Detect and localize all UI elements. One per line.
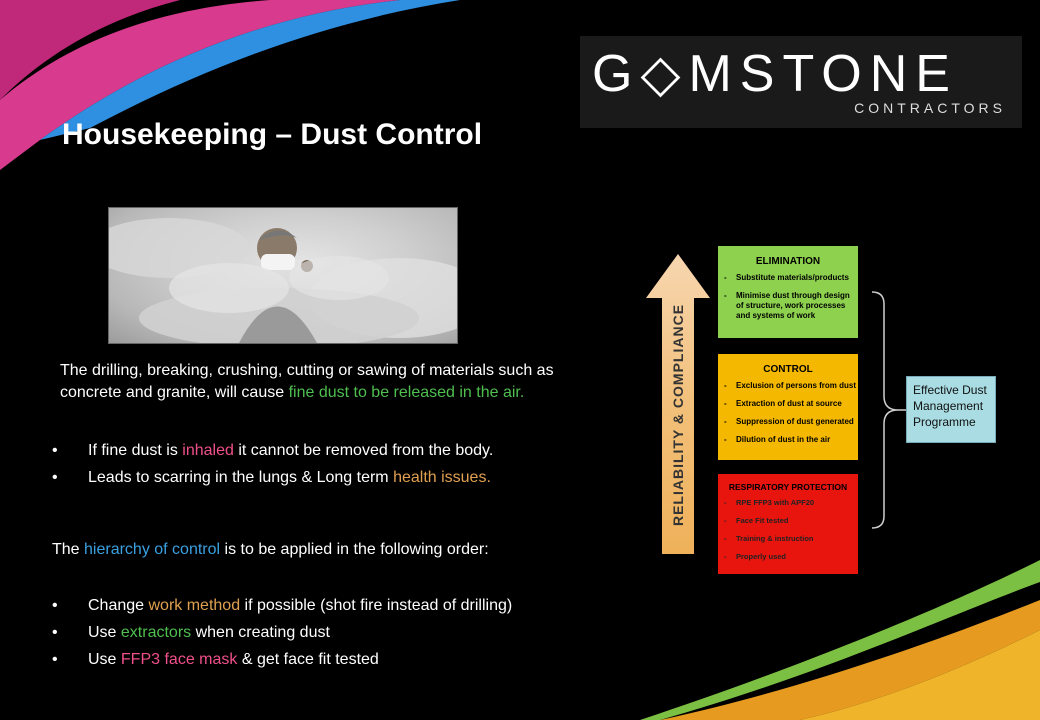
step-text: Change <box>88 597 149 614</box>
control-title: CONTROL <box>763 364 813 375</box>
brace-icon <box>868 290 908 530</box>
list-item: - Training & instruction <box>724 534 858 544</box>
company-logo <box>580 36 1022 128</box>
worker-in-dust-cloud-icon <box>109 208 457 343</box>
step-text: when creating dust <box>191 624 330 641</box>
logo-wordmark: G◇MSTONE <box>592 45 958 103</box>
list-item <box>52 464 493 491</box>
list-item: - Dilution of dust in the air <box>724 435 858 445</box>
effect-highlight: inhaled <box>182 442 234 459</box>
intro-highlight: fine dust to be released in the air. <box>288 384 525 401</box>
intro-text: The drilling, breaking, crushing, cutting or sawing of materials such as concrete and granite, will cause <box>60 362 554 401</box>
elimination-title: ELIMINATION <box>755 256 821 267</box>
order-highlight: hierarchy of control <box>84 541 221 558</box>
effect-text: If fine dust is <box>88 442 183 459</box>
elimination-box <box>718 246 858 338</box>
list-item: - RPE FFP3 with APF20 <box>724 498 858 508</box>
order-text: is to be applied in the following order: <box>220 541 489 558</box>
intro-paragraph <box>60 360 580 404</box>
control-box <box>718 354 858 460</box>
effect-text: it cannot be removed from the body. <box>233 442 494 459</box>
page-title: Housekeeping – Dust Control <box>62 118 483 151</box>
effects-list <box>52 437 493 491</box>
effect-highlight: health issues. <box>393 469 491 486</box>
arrow-label: RELIABILITY & COMPLIANCE <box>670 303 686 527</box>
list-item: - Properly used <box>724 552 858 562</box>
hierarchy-intro <box>52 541 489 559</box>
list-item: - Suppression of dust generated <box>724 417 858 427</box>
logo-subtitle: CONTRACTORS <box>854 100 1006 116</box>
respiratory-title: RESPIRATORY PROTECTION <box>728 482 848 492</box>
outcome-box: Effective Dust Management Programme <box>906 376 996 443</box>
effect-text: Leads to scarring in the lungs & Long term <box>88 469 394 486</box>
step-text: if possible (shot fire instead of drilling) <box>240 597 513 614</box>
step-highlight: extractors <box>120 624 192 641</box>
list-item <box>52 437 493 464</box>
step-highlight: FFP3 face mask <box>120 651 238 668</box>
steps-list <box>52 592 512 673</box>
dust-photo <box>108 207 458 344</box>
list-item: - Face Fit tested <box>724 516 858 526</box>
step-text: Use <box>88 651 121 668</box>
step-text: Use <box>88 624 121 641</box>
step-highlight: work method <box>148 597 241 614</box>
list-item: - Minimise dust through design of structure, work processes and systems of work <box>724 291 858 321</box>
list-item <box>52 592 512 619</box>
list-item <box>52 619 512 646</box>
list-item <box>52 646 512 673</box>
step-text: & get face fit tested <box>237 651 379 668</box>
respiratory-box <box>718 474 858 574</box>
list-item: - Exclusion of persons from dust <box>724 381 858 391</box>
order-text: The <box>52 541 85 558</box>
list-item: - Extraction of dust at source <box>724 399 858 409</box>
list-item: - Substitute materials/products <box>724 273 858 283</box>
